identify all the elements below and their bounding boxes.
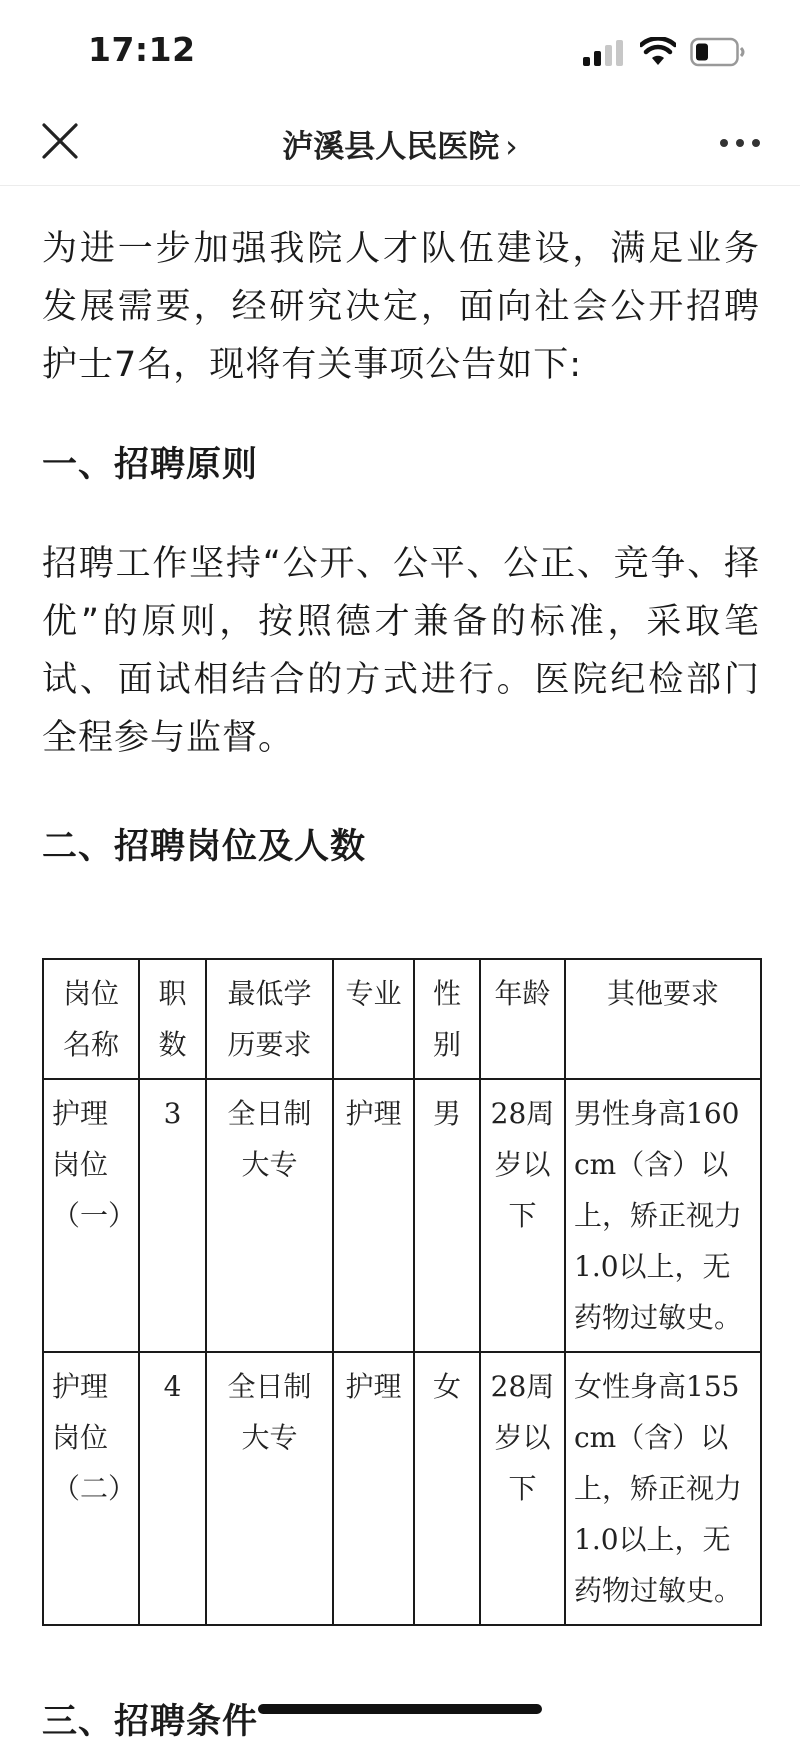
table-cell-education: 全日制大专: [206, 1079, 333, 1352]
table-row: [43, 1079, 761, 1352]
account-name: 泸溪县人民医院: [282, 129, 500, 165]
account-title-link[interactable]: [0, 121, 800, 166]
status-bar: [0, 0, 800, 105]
table-cell-gender: 女: [414, 1352, 480, 1625]
more-options-icon[interactable]: [718, 127, 762, 157]
table-cell-post: 护理岗位（二）: [43, 1352, 139, 1625]
table-header-row: [43, 959, 761, 1079]
table-header: 其他要求: [565, 959, 761, 1079]
table-cell-other: 女性身高155cm（含）以上，矫正视力1.0以上，无药物过敏史。: [565, 1352, 761, 1625]
table-cell-other: 男性身高160cm（含）以上，矫正视力1.0以上，无药物过敏史。: [565, 1079, 761, 1352]
section-heading-principles: 一、招聘原则: [42, 445, 259, 485]
table-cell-age: 28周岁以下: [480, 1352, 565, 1625]
table-header: 最低学历要求: [206, 959, 333, 1079]
table-header: 性别: [414, 959, 480, 1079]
table-cell-age: 28周岁以下: [480, 1079, 565, 1352]
cellular-signal-icon: [583, 40, 627, 66]
table-cell-count: 3: [139, 1079, 206, 1352]
principles-paragraph: 招聘工作坚持“公开、公平、公正、竞争、择优”的原则，按照德才兼备的标准，采取笔试、面试相结合的方式进行。医院纪检部门全程参与监督。: [42, 544, 760, 758]
table-cell-education: 全日制大专: [206, 1352, 333, 1625]
table-header: 年龄: [480, 959, 565, 1079]
table-header: 岗位名称: [43, 959, 139, 1079]
table-cell-major: 护理: [333, 1352, 414, 1625]
positions-table: [42, 958, 762, 1626]
table-cell-gender: 男: [414, 1079, 480, 1352]
nav-bar: [0, 105, 800, 186]
table-header: 专业: [333, 959, 414, 1079]
table-cell-major: 护理: [333, 1079, 414, 1352]
table-cell-count: 4: [139, 1352, 206, 1625]
wifi-icon: [640, 37, 676, 67]
chevron-right-icon: ›: [505, 129, 518, 165]
status-time: 17:12: [88, 30, 196, 69]
battery-icon: [690, 37, 746, 67]
intro-paragraph: 为进一步加强我院人才队伍建设，满足业务发展需要，经研究决定，面向社会公开招聘护士7名，现将有关事项公告如下:: [42, 229, 760, 385]
table-header: 职数: [139, 959, 206, 1079]
table-cell-post: 护理岗位（一）: [43, 1079, 139, 1352]
section-heading-positions: 二、招聘岗位及人数: [42, 827, 367, 867]
section-heading-conditions: 三、招聘条件: [42, 1702, 259, 1742]
table-row: [43, 1352, 761, 1625]
home-indicator[interactable]: [258, 1704, 542, 1714]
article-body: [42, 220, 760, 869]
